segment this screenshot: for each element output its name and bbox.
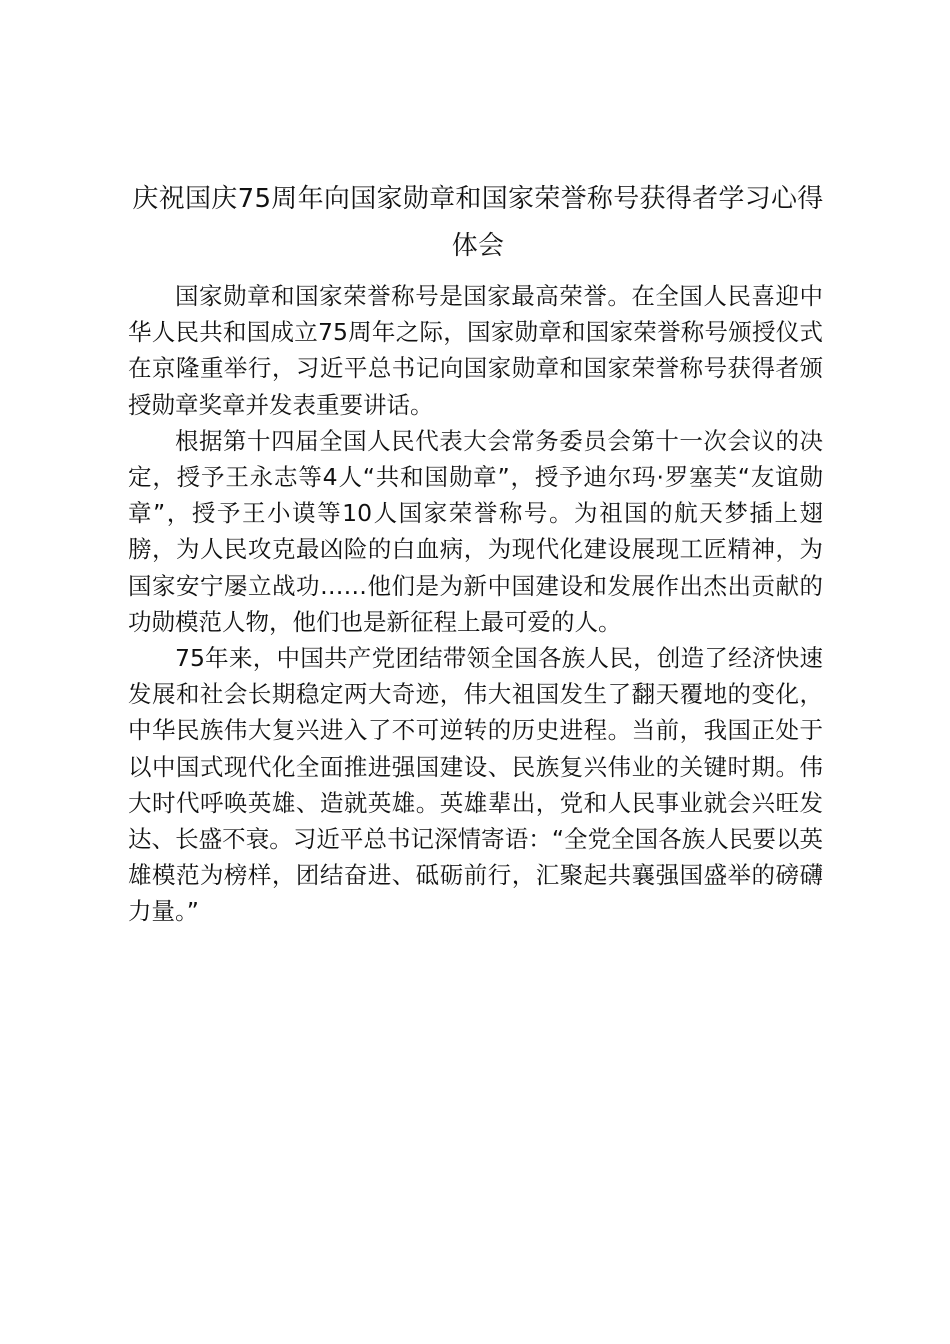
paragraph-2: 根据第十四届全国人民代表大会常务委员会第十一次会议的决定，授予王永志等4人“共和国勋章”，授予迪尔玛·罗塞芙“友谊勋章”，授予王小谟等10人国家荣誉称号。为祖国的航天梦插上翅膀，为人民攻克最凶险的白血病，为现代化建设展现工匠精神，为国家安宁屡立战功……他们是为新中国建设和发展作出杰出贡献的功勋模范人物，他们也是新征程上最可爱的人。 [128,426,823,636]
document-body [128,278,823,930]
paragraph-3: 75年来，中国共产党团结带领全国各族人民，创造了经济快速发展和社会长期稳定两大奇迹，伟大祖国发生了翻天覆地的变化，中华民族伟大复兴进入了不可逆转的历史进程。当前，我国正处于以中国式现代化全面推进强国建设、民族复兴伟业的关键时期。伟大时代呼唤英雄、造就英雄。英雄辈出，党和人民事业就会兴旺发达、长盛不衰。习近平总书记深情寄语：“全党全国各族人民要以英雄模范为榜样，团结奋进、砥砺前行，汇聚起共襄强国盛举的磅礴力量。” [128,644,823,926]
document-title: 庆祝国庆75周年向国家勋章和国家荣誉称号获得者学习心得体会 [132,184,824,261]
paragraph-1: 国家勋章和国家荣誉称号是国家最高荣誉。在全国人民喜迎中华人民共和国成立75周年之际，国家勋章和国家荣誉称号颁授仪式在京隆重举行，习近平总书记向国家勋章和国家荣誉称号获得者颁授勋章奖章并发表重要讲话。 [128,282,823,419]
